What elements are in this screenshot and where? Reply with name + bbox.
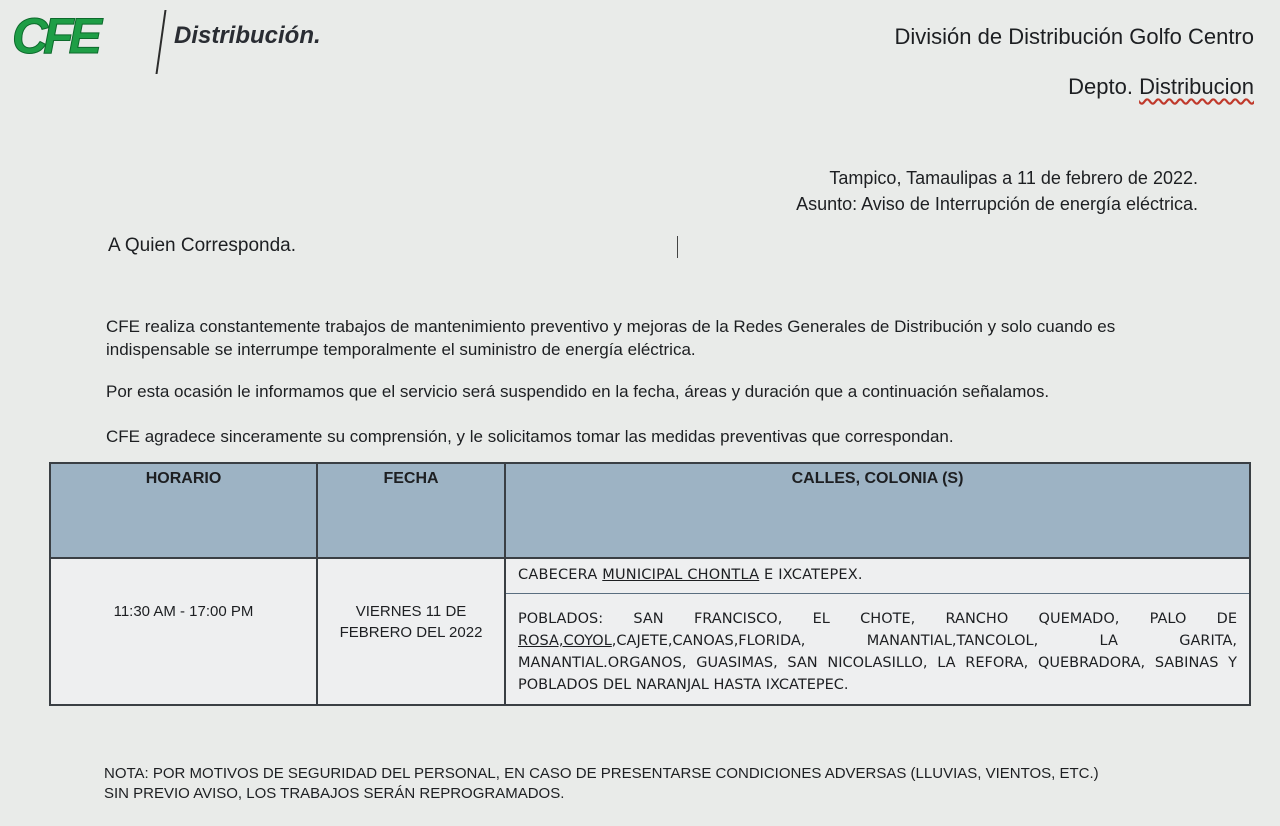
cell-fecha <box>317 558 505 705</box>
place-date: Tampico, Tamaulipas a 11 de febrero de 2022. <box>829 168 1198 188</box>
department-name: Distribucion <box>1139 74 1254 99</box>
cabecera-prefix: CABECERA <box>518 567 603 583</box>
table-header-row <box>50 463 1250 558</box>
note-line-1: NOTA: POR MOTIVOS DE SEGURIDAD DEL PERSONAL, EN CASO DE PRESENTARSE CONDICIONES ADVERSAS (LLUVIAS, VIENTOS, ETC.) <box>104 765 1099 782</box>
cabecera-suffix: E IXCATEPEX. <box>759 567 863 583</box>
subject-line: Asunto: Aviso de Interrupción de energía eléctrica. <box>796 194 1198 214</box>
logo-divider <box>156 10 167 74</box>
table-row <box>50 558 1250 705</box>
header-fecha: FECHA <box>317 463 505 558</box>
calles-cabecera <box>506 559 1249 594</box>
fecha-line-2: FEBRERO DEL 2022 <box>339 624 483 641</box>
paragraph-thanks: CFE agradece sinceramente su comprensión, y le solicitamos tomar las medidas preventivas que correspondan. <box>106 427 954 446</box>
safety-note <box>104 764 1099 804</box>
paragraph-notice: Por esta ocasión le informamos que el servicio será suspendido en la fecha, áreas y duración que a continuación señalamos. <box>106 382 1050 401</box>
poblados-underlined: ROSA,COYOL <box>518 633 612 649</box>
poblados-suffix: ,CAJETE,CANOAS,FLORIDA, MANANTIAL,TANCOLOL, LA GARITA, MANANTIAL.ORGANOS, GUASIMAS, SAN NICOLASILLO, LA REFORA, QUEBRADORA, SABINAS Y POBLADOS DEL NARANJAL HASTA IXCATEPEC. <box>518 633 1237 693</box>
paragraph-maintenance: CFE realiza constantemente trabajos de mantenimiento preventivo y mejoras de la Redes Generales de Distribución y solo cuando es indispensable se interrumpe temporalmente el suministro de energía eléctrica. <box>106 317 1116 359</box>
greeting: A Quien Corresponda. <box>108 235 297 256</box>
note-line-2: SIN PREVIO AVISO, LOS TRABAJOS SERÁN REPROGRAMADOS. <box>104 785 565 802</box>
cell-calles <box>505 558 1250 705</box>
logo-wordmark: Distribución. <box>174 22 321 49</box>
department-title <box>1068 74 1254 100</box>
department-prefix: Depto. <box>1068 74 1133 99</box>
outage-schedule-table <box>49 462 1251 706</box>
header-horario: HORARIO <box>50 463 317 558</box>
header-calles: CALLES, COLONIA (S) <box>505 463 1250 558</box>
fecha-line-1: VIERNES 11 DE <box>355 603 467 620</box>
logo-mark: CFE <box>12 8 97 64</box>
calles-poblados <box>506 594 1249 704</box>
cabecera-underlined: MUNICIPAL CHONTLA <box>602 567 760 583</box>
cell-horario <box>50 558 317 705</box>
text-cursor <box>677 236 678 258</box>
horario-value: 11:30 AM - 17:00 PM <box>113 603 254 620</box>
division-title: División de Distribución Golfo Centro <box>894 24 1254 49</box>
poblados-prefix: POBLADOS: SAN FRANCISCO, EL CHOTE, RANCHO QUEMADO, PALO DE <box>518 611 1237 627</box>
